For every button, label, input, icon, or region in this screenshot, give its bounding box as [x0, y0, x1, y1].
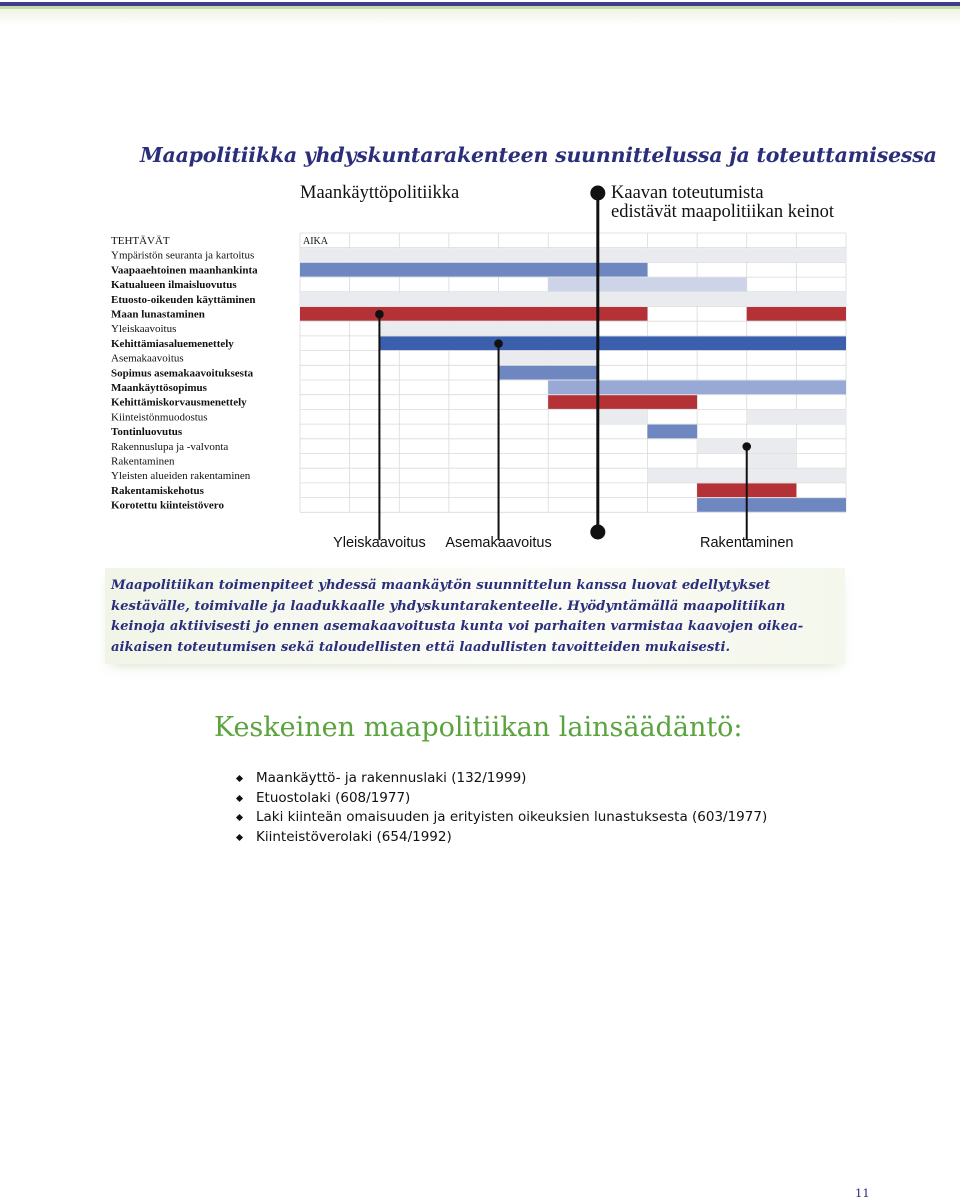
section-label-implementation-line-2: edistävät maapolitiikan keinot — [611, 202, 834, 223]
timeline-bar — [747, 454, 797, 468]
timeline-bar — [300, 263, 647, 277]
task-label: Kehittämiskorvausmenettely — [111, 396, 247, 409]
legislation-item-text: Maankäyttö- ja rakennuslaki (132/1999) — [256, 770, 527, 786]
bullet-icon — [236, 833, 243, 840]
summary-text: Maapolitiikan toimenpiteet yhdessä maankäytön suunnittelun kanssa luovat edellytykset kestävälle, toimivalle ja laadukkaalle yhdyskuntarakenteelle. Hyödyntämällä maapolitiikan keinoja aktiivisesti jo ennen asemakaavoitusta kunta voi parhaiten varmistaa kaavojen oikea-aikaisen toteutumisen sekä taloudellisten että laadullisten tavoitteiden mukaisesti. — [111, 578, 804, 655]
legislation-item — [236, 790, 767, 810]
divider-top-marker — [590, 186, 605, 201]
task-label: Kehittämiasaluemenettely — [111, 337, 234, 350]
diagram-title: Maapolitiikka yhdyskuntarakenteen suunnittelussa ja toteuttamisessa — [140, 143, 937, 167]
legislation-item — [236, 770, 767, 790]
task-label: Maankäyttösopimus — [111, 382, 207, 394]
timeline-bar — [548, 278, 747, 292]
task-label: Katualueen ilmaisluovutus — [111, 279, 237, 292]
milestone-label: Yleiskaavoitus — [333, 535, 426, 551]
legislation-item — [236, 829, 767, 849]
divider-bottom-marker — [590, 525, 605, 540]
timeline-bar — [548, 381, 846, 395]
section-label-policy: Maankäyttöpolitiikka — [300, 183, 460, 203]
task-label: Rakentamiskehotus — [111, 484, 204, 497]
page-number: 11 — [855, 1186, 870, 1200]
timeline-bar — [598, 410, 648, 424]
task-label: Yleiskaavoitus — [111, 323, 177, 336]
summary-box — [105, 568, 845, 664]
task-label: Etuosto-oikeuden käyttäminen — [111, 293, 256, 306]
timeline-bar — [300, 307, 647, 321]
milestone-label: Rakentaminen — [699, 535, 794, 551]
timeline-bar — [300, 292, 846, 306]
milestone-label: Asemakaavoitus — [445, 535, 552, 551]
task-label: Korotettu kiinteistövero — [111, 499, 224, 512]
task-label: Ympäristön seuranta ja kartoitus — [111, 249, 255, 262]
timeline-bar — [747, 307, 846, 321]
legislation-item-text: Etuostolaki (608/1977) — [256, 789, 411, 806]
tasks-header: TEHTÄVÄT — [111, 235, 170, 247]
task-label: Sopimus asemakaavoituksesta — [111, 367, 254, 380]
timeline-bar — [300, 248, 846, 262]
bullet-icon — [236, 794, 243, 801]
timeline-bar — [747, 410, 846, 424]
legislation-list — [236, 770, 767, 848]
milestone-marker — [494, 339, 503, 348]
time-header: AIKA — [303, 236, 328, 247]
task-label: Tontinluovutus — [111, 426, 183, 439]
legislation-item — [236, 809, 767, 829]
task-label: Rakennuslupa ja -valvonta — [111, 440, 229, 453]
timeline-bar — [548, 395, 697, 409]
timeline-bar — [379, 336, 846, 350]
bullet-icon — [236, 775, 243, 782]
legislation-item-text: Laki kiinteän omaisuuden ja erityisten oikeuksien lunastuksesta (603/1977) — [256, 809, 768, 825]
task-label: Vaapaaehtoinen maanhankinta — [111, 264, 258, 277]
task-label: Maan lunastaminen — [111, 308, 205, 321]
milestone-marker — [375, 310, 384, 319]
timeline-bar — [499, 366, 598, 380]
task-label: Kiinteistönmuodostus — [111, 411, 208, 424]
task-label: Yleisten alueiden rakentaminen — [111, 470, 251, 483]
timeline-diagram — [0, 0, 960, 560]
timeline-bar — [379, 322, 597, 336]
timeline-bar — [647, 425, 697, 439]
timeline-bar — [697, 498, 846, 512]
timeline-bar — [499, 351, 598, 365]
task-label: Rakentaminen — [111, 455, 175, 468]
legislation-heading: Keskeinen maapolitiikan lainsäädäntö: — [214, 712, 743, 743]
task-label: Asemakaavoitus — [111, 352, 184, 365]
legislation-item-text: Kiinteistöverolaki (654/1992) — [256, 828, 452, 845]
section-label-implementation-line-1: Kaavan toteutumista — [611, 183, 764, 203]
milestone-marker — [742, 442, 751, 451]
bullet-icon — [236, 814, 243, 821]
